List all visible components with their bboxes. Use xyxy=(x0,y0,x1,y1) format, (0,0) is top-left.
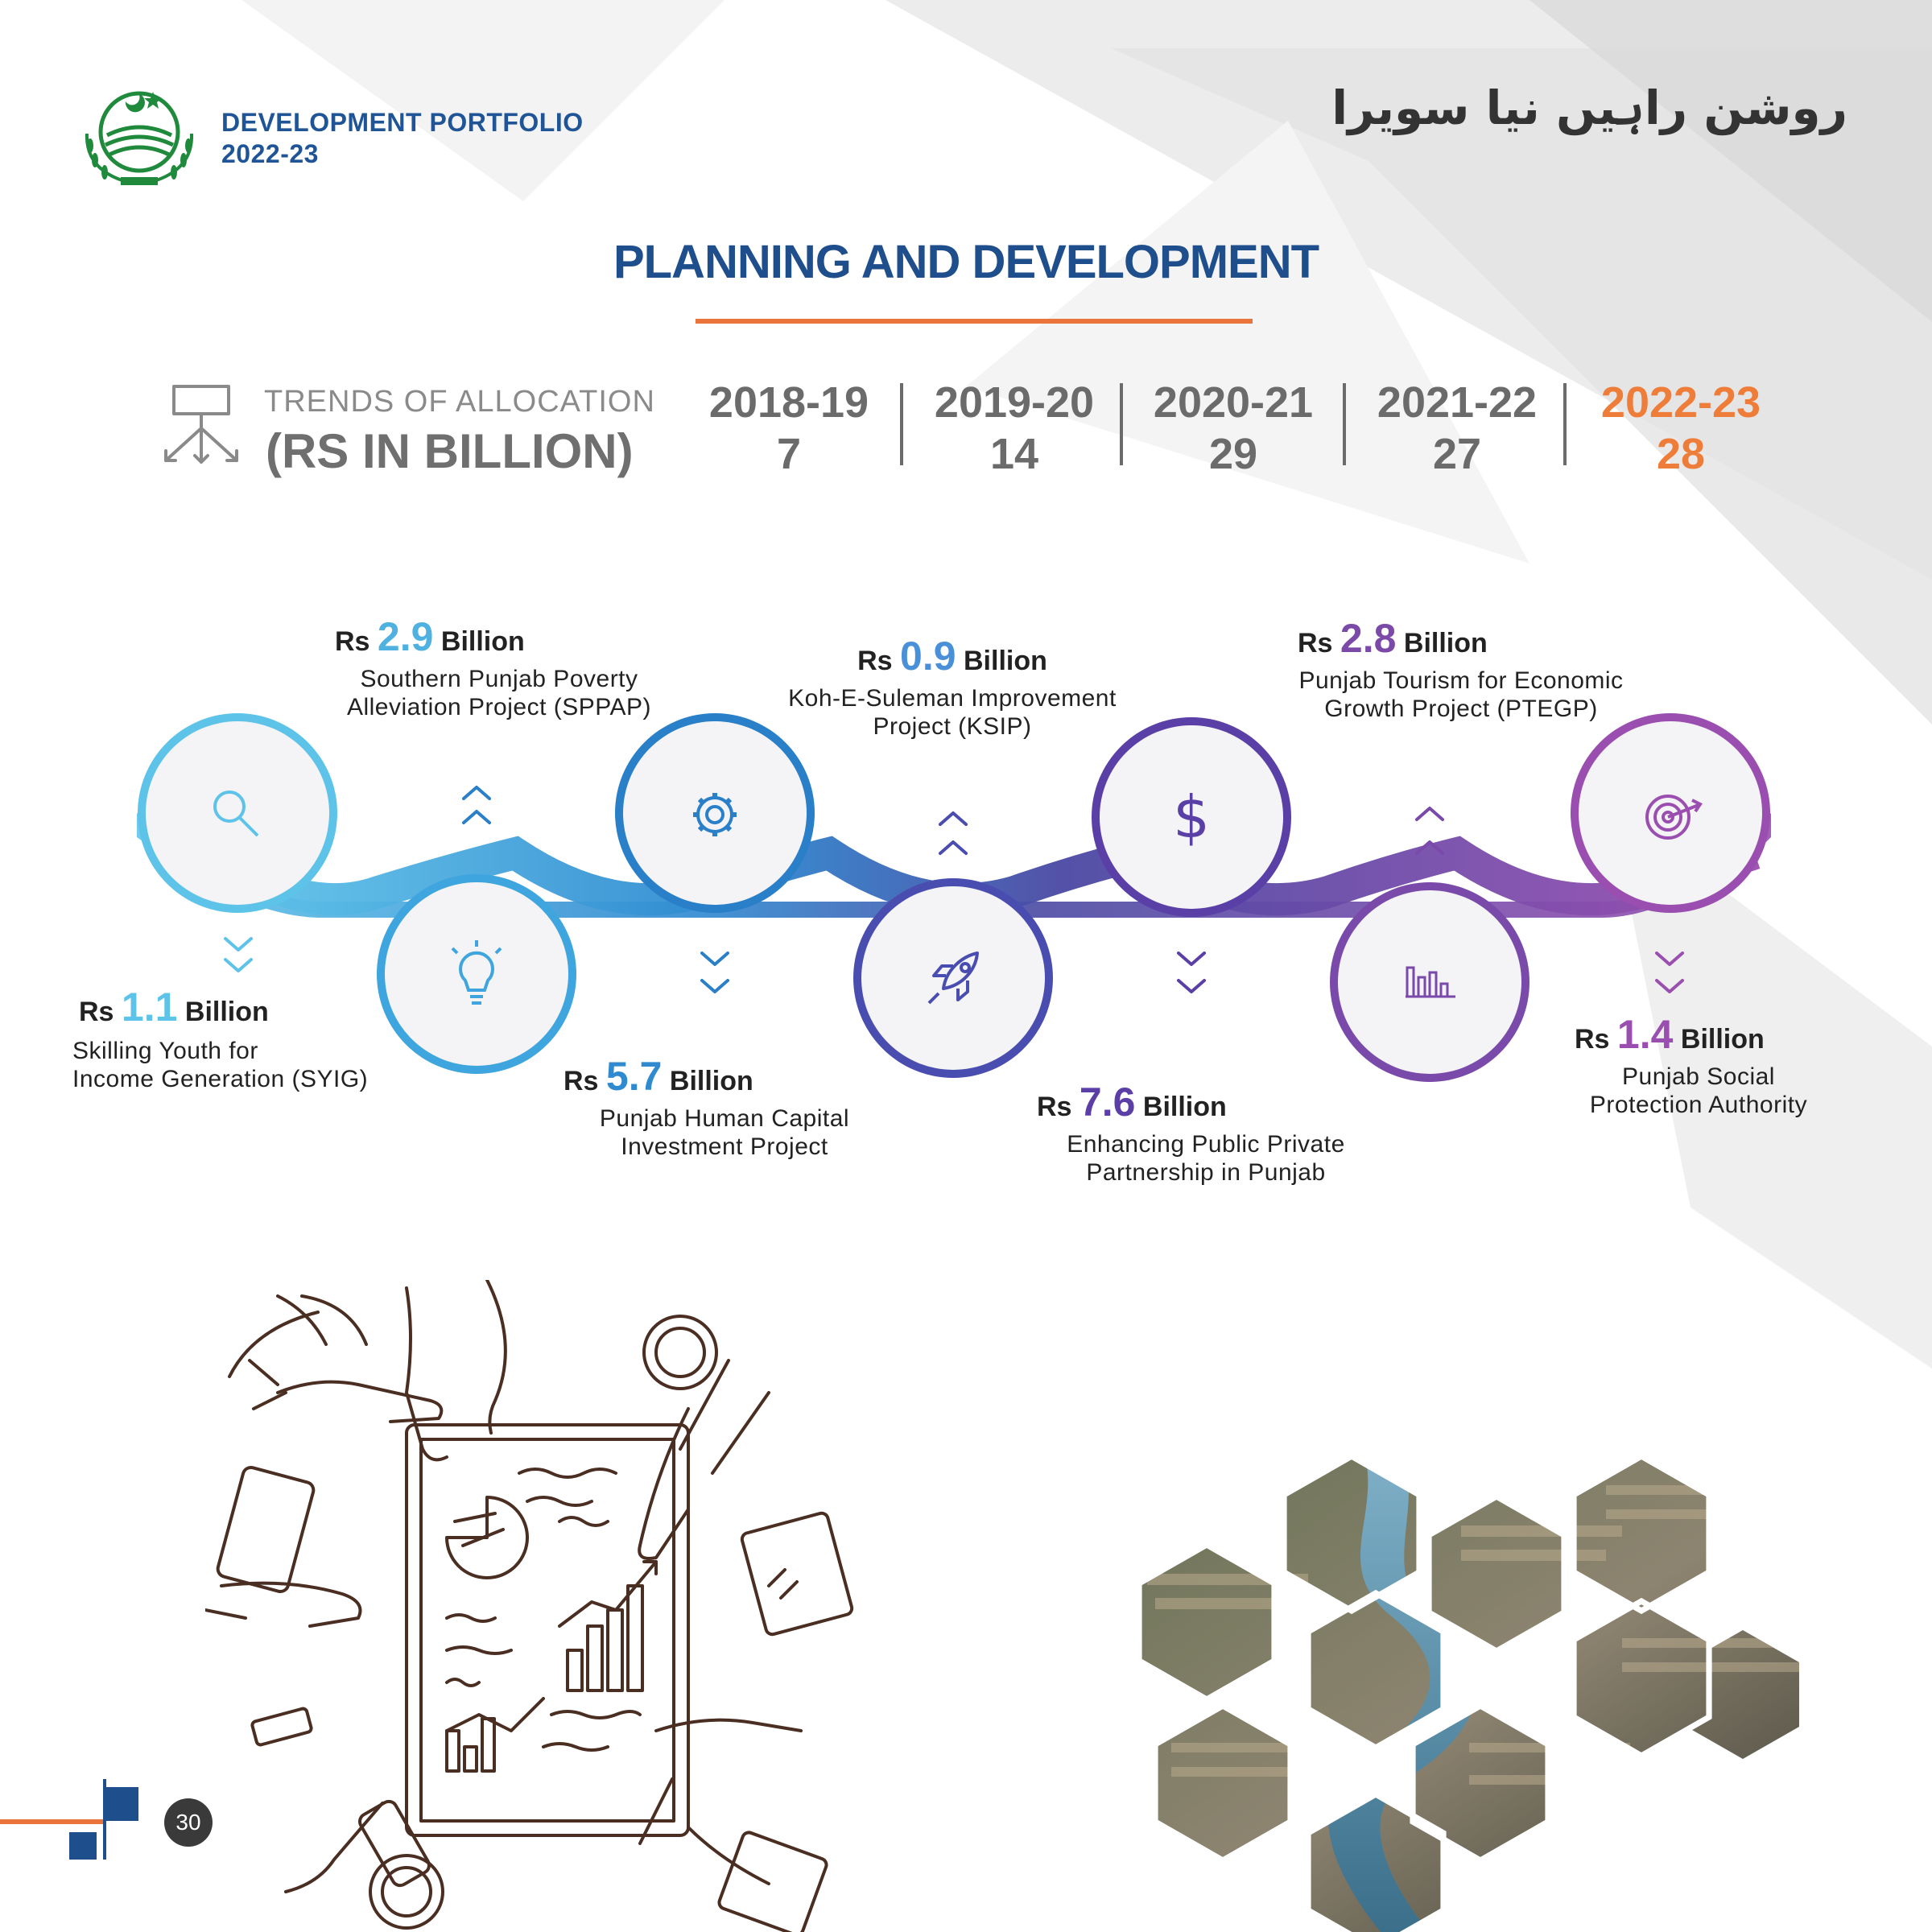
currency-text: Rs xyxy=(79,997,114,1027)
currency-text: Rs xyxy=(1298,628,1333,658)
amount-value: 2.8 xyxy=(1340,616,1397,661)
page-title: PLANNING AND DEVELOPMENT xyxy=(613,236,1319,288)
page-number: 30 xyxy=(164,1798,213,1847)
year-column xyxy=(692,377,886,480)
project-name xyxy=(322,665,676,721)
chevron-up-icon xyxy=(940,813,966,853)
project-name-line: Partnership in Punjab xyxy=(1086,1159,1326,1186)
amount-value: 0.9 xyxy=(900,634,956,679)
project-name xyxy=(547,1104,902,1161)
year-separator xyxy=(1563,383,1567,465)
project-name-line: Income Generation (SYIG) xyxy=(72,1066,369,1092)
project-amount xyxy=(1037,1079,1375,1125)
project-amount xyxy=(1272,615,1650,662)
year-separator xyxy=(900,383,903,465)
project-label-ptegp xyxy=(1272,615,1650,723)
urdu-tagline: روشن راہیں نیا سویرا xyxy=(1331,80,1847,135)
project-name-line: Alleviation Project (SPPAP) xyxy=(346,694,652,720)
dollar-icon: $ xyxy=(1173,783,1210,851)
chevron-down-icon xyxy=(702,953,728,992)
year-separator xyxy=(1120,383,1123,465)
project-name-line: Growth Project (PTEGP) xyxy=(1324,696,1598,722)
chevron-down-icon xyxy=(225,939,251,971)
currency-text: Rs xyxy=(1037,1092,1072,1122)
project-node-ptegp xyxy=(1330,882,1530,1082)
project-name-line: Southern Punjab Poverty xyxy=(360,666,638,692)
project-amount xyxy=(322,613,676,660)
year-value: 29 xyxy=(1208,430,1258,478)
chevron-down-icon xyxy=(1657,953,1682,992)
project-label-ppp xyxy=(1037,1079,1375,1187)
year-value: 27 xyxy=(1432,430,1482,478)
hierarchy-arrows-icon xyxy=(161,383,242,468)
portfolio-title xyxy=(221,107,584,170)
currency-text: Rs xyxy=(335,626,370,657)
project-name-line: Punjab Social xyxy=(1622,1063,1775,1090)
amount-value: 5.7 xyxy=(605,1054,663,1099)
amount-value: 1.1 xyxy=(121,985,178,1030)
aerial-city-hexagon-collage xyxy=(1123,1453,1847,1932)
project-node-ppp xyxy=(1092,717,1291,917)
year-label: 2020-21 xyxy=(1153,378,1314,427)
project-amount xyxy=(1562,1011,1835,1058)
project-name-line: Punjab Tourism for Economic xyxy=(1298,667,1624,694)
year-column-current xyxy=(1584,377,1777,480)
currency-text: Rs xyxy=(1575,1024,1610,1055)
year-label: 2018-19 xyxy=(708,378,869,427)
project-name-line: Investment Project xyxy=(621,1133,828,1160)
year-value: 14 xyxy=(989,430,1039,478)
amount-value: 1.4 xyxy=(1616,1012,1674,1057)
trends-label: TRENDS OF ALLOCATION xyxy=(264,385,655,419)
project-name-line: Enhancing Public Private xyxy=(1067,1131,1345,1158)
unit-text: Billion xyxy=(669,1066,753,1096)
project-name-line: Protection Authority xyxy=(1589,1092,1808,1118)
unit-text: Billion xyxy=(964,646,1047,676)
project-node-phcip xyxy=(615,713,815,913)
hex-overlay-text: rs xyxy=(1123,1804,1167,1856)
title-underline xyxy=(696,319,1253,324)
project-name-line: Project (KSIP) xyxy=(873,713,1032,740)
portfolio-year-text: 2022-23 xyxy=(221,139,319,168)
unit-text: Billion xyxy=(184,997,269,1027)
year-column xyxy=(1137,377,1330,480)
page-number-decoration xyxy=(0,1779,161,1860)
project-label-sppap xyxy=(322,613,676,721)
amount-value: 2.9 xyxy=(377,614,434,659)
project-name-line: Skilling Youth for xyxy=(72,1038,258,1064)
project-name xyxy=(763,684,1141,741)
project-label-psp xyxy=(1562,1011,1835,1119)
project-name-line: Punjab Human Capital xyxy=(599,1105,850,1132)
year-column xyxy=(918,377,1111,480)
project-node-psp xyxy=(1571,713,1770,913)
year-label: 2019-20 xyxy=(934,378,1095,427)
project-label-phcip xyxy=(547,1053,902,1161)
chevron-down-icon xyxy=(1179,953,1204,992)
year-label: 2022-23 xyxy=(1600,378,1761,427)
unit-text: Billion xyxy=(1403,628,1488,658)
trends-unit-label: (RS IN BILLION) xyxy=(266,424,634,478)
project-name-line: Koh-E-Suleman Improvement xyxy=(788,685,1117,712)
unit-text: Billion xyxy=(440,626,525,657)
project-node-ksip xyxy=(853,878,1053,1078)
year-value: 7 xyxy=(776,430,802,478)
unit-text: Billion xyxy=(1142,1092,1227,1122)
punjab-emblem-logo xyxy=(79,77,200,190)
project-amount xyxy=(547,1053,902,1100)
project-node-syig xyxy=(138,713,337,913)
portfolio-title-text: DEVELOPMENT PORTFOLIO xyxy=(221,108,584,137)
project-label-ksip xyxy=(763,633,1141,741)
project-amount xyxy=(763,633,1141,679)
year-label: 2021-22 xyxy=(1377,378,1538,427)
chevron-up-icon xyxy=(464,787,489,823)
project-label-syig xyxy=(72,984,369,1093)
year-value: 28 xyxy=(1656,430,1706,478)
project-name xyxy=(1272,667,1650,723)
year-column xyxy=(1360,377,1554,480)
currency-text: Rs xyxy=(857,646,893,676)
project-name xyxy=(1562,1063,1835,1119)
project-name xyxy=(72,1037,368,1093)
business-planning-sketch xyxy=(205,1280,890,1932)
project-name xyxy=(1037,1130,1375,1187)
project-node-sppap xyxy=(377,874,576,1074)
year-separator xyxy=(1343,383,1346,465)
unit-text: Billion xyxy=(1680,1024,1765,1055)
currency-text: Rs xyxy=(564,1066,599,1096)
amount-value: 7.6 xyxy=(1079,1080,1136,1125)
project-amount xyxy=(79,984,368,1030)
